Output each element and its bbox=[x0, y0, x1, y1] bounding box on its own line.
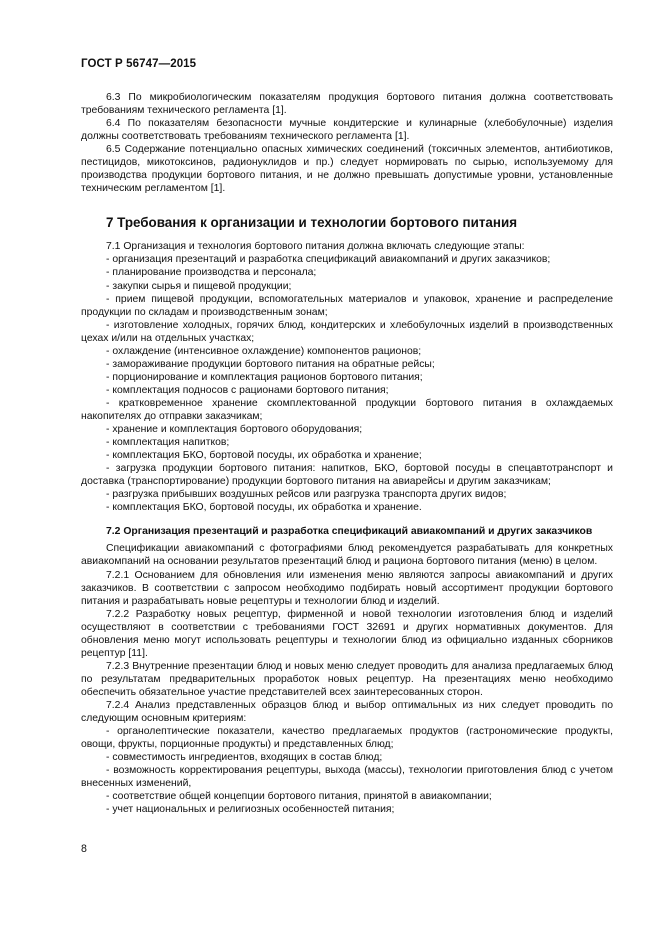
page-number: 8 bbox=[81, 843, 87, 855]
list-item: - прием пищевой продукции, вспомогательных материалов и упаковок, хранение и распределение продукции по складам и производственным зонам; bbox=[81, 293, 613, 318]
paragraph-7-2-intro: Спецификации авиакомпаний с фотографиями блюд рекомендуется разрабатывать для конкретных авиакомпаний на основании результатов презентаций блюд и рациона бортового питания (меню) в целом. bbox=[81, 543, 613, 568]
list-item: - замораживание продукции бортового питания на обратные рейсы; bbox=[106, 358, 435, 370]
list-item: - порционирование и комплектация рационов бортового питания; bbox=[106, 371, 423, 383]
section-7-heading: 7 Требования к организации и технологии бортового питания bbox=[106, 215, 518, 231]
criteria-item: - органолептические показатели, качество предлагаемых продуктов (гастрономические продукты, овощи, фрукты, порционные продукты) и представленных блюд; bbox=[81, 726, 613, 751]
list-item: - хранение и комплектация бортового оборудования; bbox=[106, 424, 363, 436]
list-item: - закупки сырья и пищевой продукции; bbox=[106, 280, 292, 292]
section-7-2-heading: 7.2 Организация презентаций и разработка спецификаций авиакомпаний и других заказчиков bbox=[106, 526, 593, 538]
list-item: - комплектация БКО, бортовой посуды, их обработка и хранение; bbox=[106, 450, 422, 462]
list-item: - разгрузка прибывших воздушных рейсов или разгрузка транспорта других видов; bbox=[106, 489, 507, 501]
list-item: - загрузка продукции бортового питания: напитков, БКО, бортовой посуды в спецавтотранспорт и доставка (транспортирование) продукции бортового питания на авиарейсы и другим заказчикам; bbox=[81, 463, 613, 488]
criteria-item: - возможность корректирования рецептуры, выхода (массы), технологии приготовления блюд с учетом внесенных изменений, bbox=[81, 765, 613, 790]
list-item: - комплектация БКО, бортовой посуды, их обработка и хранение. bbox=[106, 502, 422, 514]
criteria-item: - соответствие общей концепции бортового питания, принятой в авиакомпании; bbox=[106, 791, 492, 803]
list-item: - планирование производства и персонала; bbox=[106, 267, 317, 279]
criteria-item: - учет национальных и религиозных особенностей питания; bbox=[106, 804, 395, 816]
list-item: - комплектация подносов с рационами бортового питания; bbox=[106, 384, 389, 396]
paragraph-7-1: 7.1 Организация и технология бортового питания должна включать следующие этапы: bbox=[106, 241, 525, 253]
document-body bbox=[81, 91, 613, 816]
list-item: - изготовление холодных, горячих блюд, кондитерских и хлебобулочных изделий в производственных цехах и/или на отдельных участках; bbox=[81, 319, 613, 344]
paragraph-7-2-1: 7.2.1 Основанием для обновления или изменения меню являются запросы авиакомпаний и других заказчиков. В соответствии с запросом необходимо подбирать новый ассортимент продукции бортового питания и разрабатывать новые рецептуры и технологии блюд и изделий. bbox=[81, 569, 613, 607]
document-id-header: ГОСТ Р 56747—2015 bbox=[81, 58, 197, 70]
paragraph-6-5: 6.5 Содержание потенциально опасных химических соединений (токсичных элементов, антибиотиков, пестицидов, микотоксинов, радионуклидов и пр.) следует нормировать по сырью, используемому для производства продукции бортового питания, и не должно превышать допустимые уровни, установленные техническим регламентом [1]. bbox=[81, 144, 613, 195]
paragraph-6-4: 6.4 По показателям безопасности мучные кондитерские и кулинарные (хлебобулочные) изделия должны соответствовать требованиям технического регламента [1]. bbox=[81, 118, 613, 143]
list-item: - охлаждение (интенсивное охлаждение) компонентов рационов; bbox=[106, 345, 422, 357]
paragraph-7-2-2: 7.2.2 Разработку новых рецептур, фирменной и новой технологии изготовления блюд и изделий осуществляют в соответствии с требованиями ГОСТ 32691 и других нормативных документов. Для обновления меню могут использовать рецептуры и технологии блюд из официально изданных сборников рецептур [11]. bbox=[81, 608, 613, 659]
paragraph-7-2-4: 7.2.4 Анализ представленных образцов блюд и выбор оптимальных из них следует проводить по следующим основным критериям: bbox=[81, 699, 613, 725]
list-item: - организация презентаций и разработка спецификаций авиакомпаний и других заказчиков; bbox=[106, 254, 551, 266]
list-item: - кратковременное хранение скомплектованной продукции бортового питания в охлаждаемых накопителях до отправки заказчикам; bbox=[81, 397, 613, 422]
paragraph-6-3: 6.3 По микробиологическим показателям продукция бортового питания должна соответствовать требованиям технического регламента [1]. bbox=[81, 92, 613, 117]
criteria-item: - совместимость ингредиентов, входящих в состав блюд; bbox=[106, 752, 383, 764]
paragraph-7-2-3: 7.2.3 Внутренние презентации блюд и новых меню следует проводить для анализа предлагаемых блюд по результатам предварительных проработок новых рецептур. На презентациях меню необходимо обеспечить обязательное участие представителей всех заинтересованных сторон. bbox=[81, 660, 613, 698]
list-item: - комплектация напитков; bbox=[106, 437, 230, 449]
